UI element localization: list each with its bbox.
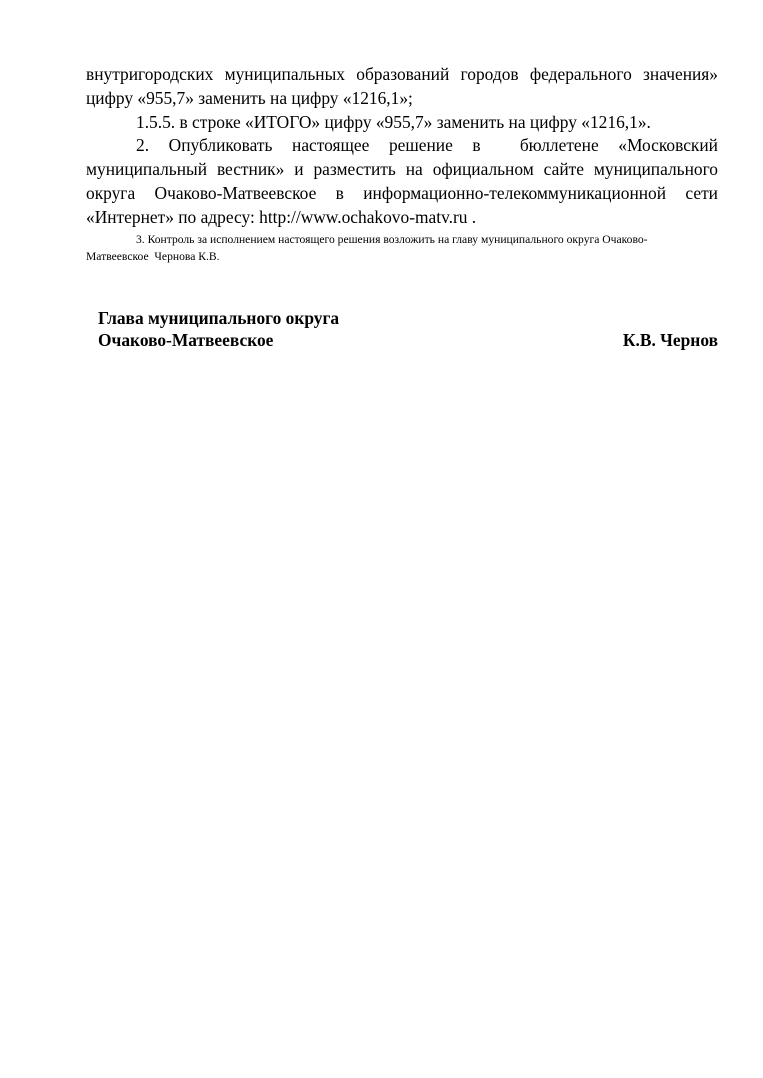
body-line: «Интернет» по адресу: http://www.ochakovo-matv.ru . xyxy=(86,206,477,227)
signature-title-line1: Глава муниципального округа xyxy=(98,308,340,328)
signature-block xyxy=(98,307,718,351)
body-line: цифру «955,7» заменить на цифру «1216,1»; xyxy=(86,87,413,108)
signature-row-1 xyxy=(98,307,718,329)
control-clause xyxy=(86,232,718,265)
body-line: округа Очаково-Матвеевское в информационно-телекоммуникационной сети xyxy=(86,182,718,203)
body-line: 1.5.5. в строке «ИТОГО» цифру «955,7» заменить на цифру «1216,1». xyxy=(136,111,651,132)
body-line: внутригородских муниципальных образований городов федерального значения» xyxy=(86,64,718,84)
signature-title-line2: Очаково-Матвеевское xyxy=(98,330,274,350)
body-line: 2. Опубликовать настоящее решение в бюллетене «Московский xyxy=(136,135,718,156)
small-line: Матвеевское Чернова К.В. xyxy=(86,249,220,263)
small-line: 3. Контроль за исполнением настоящего решения возложить на главу муниципального округа Очаково- xyxy=(136,233,648,246)
body-line: муниципальный вестник» и разместить на официальном сайте муниципального xyxy=(86,159,718,180)
signature-name: К.В. Чернов xyxy=(622,330,718,350)
signature-row-2 xyxy=(98,329,718,351)
document-body xyxy=(86,63,718,230)
